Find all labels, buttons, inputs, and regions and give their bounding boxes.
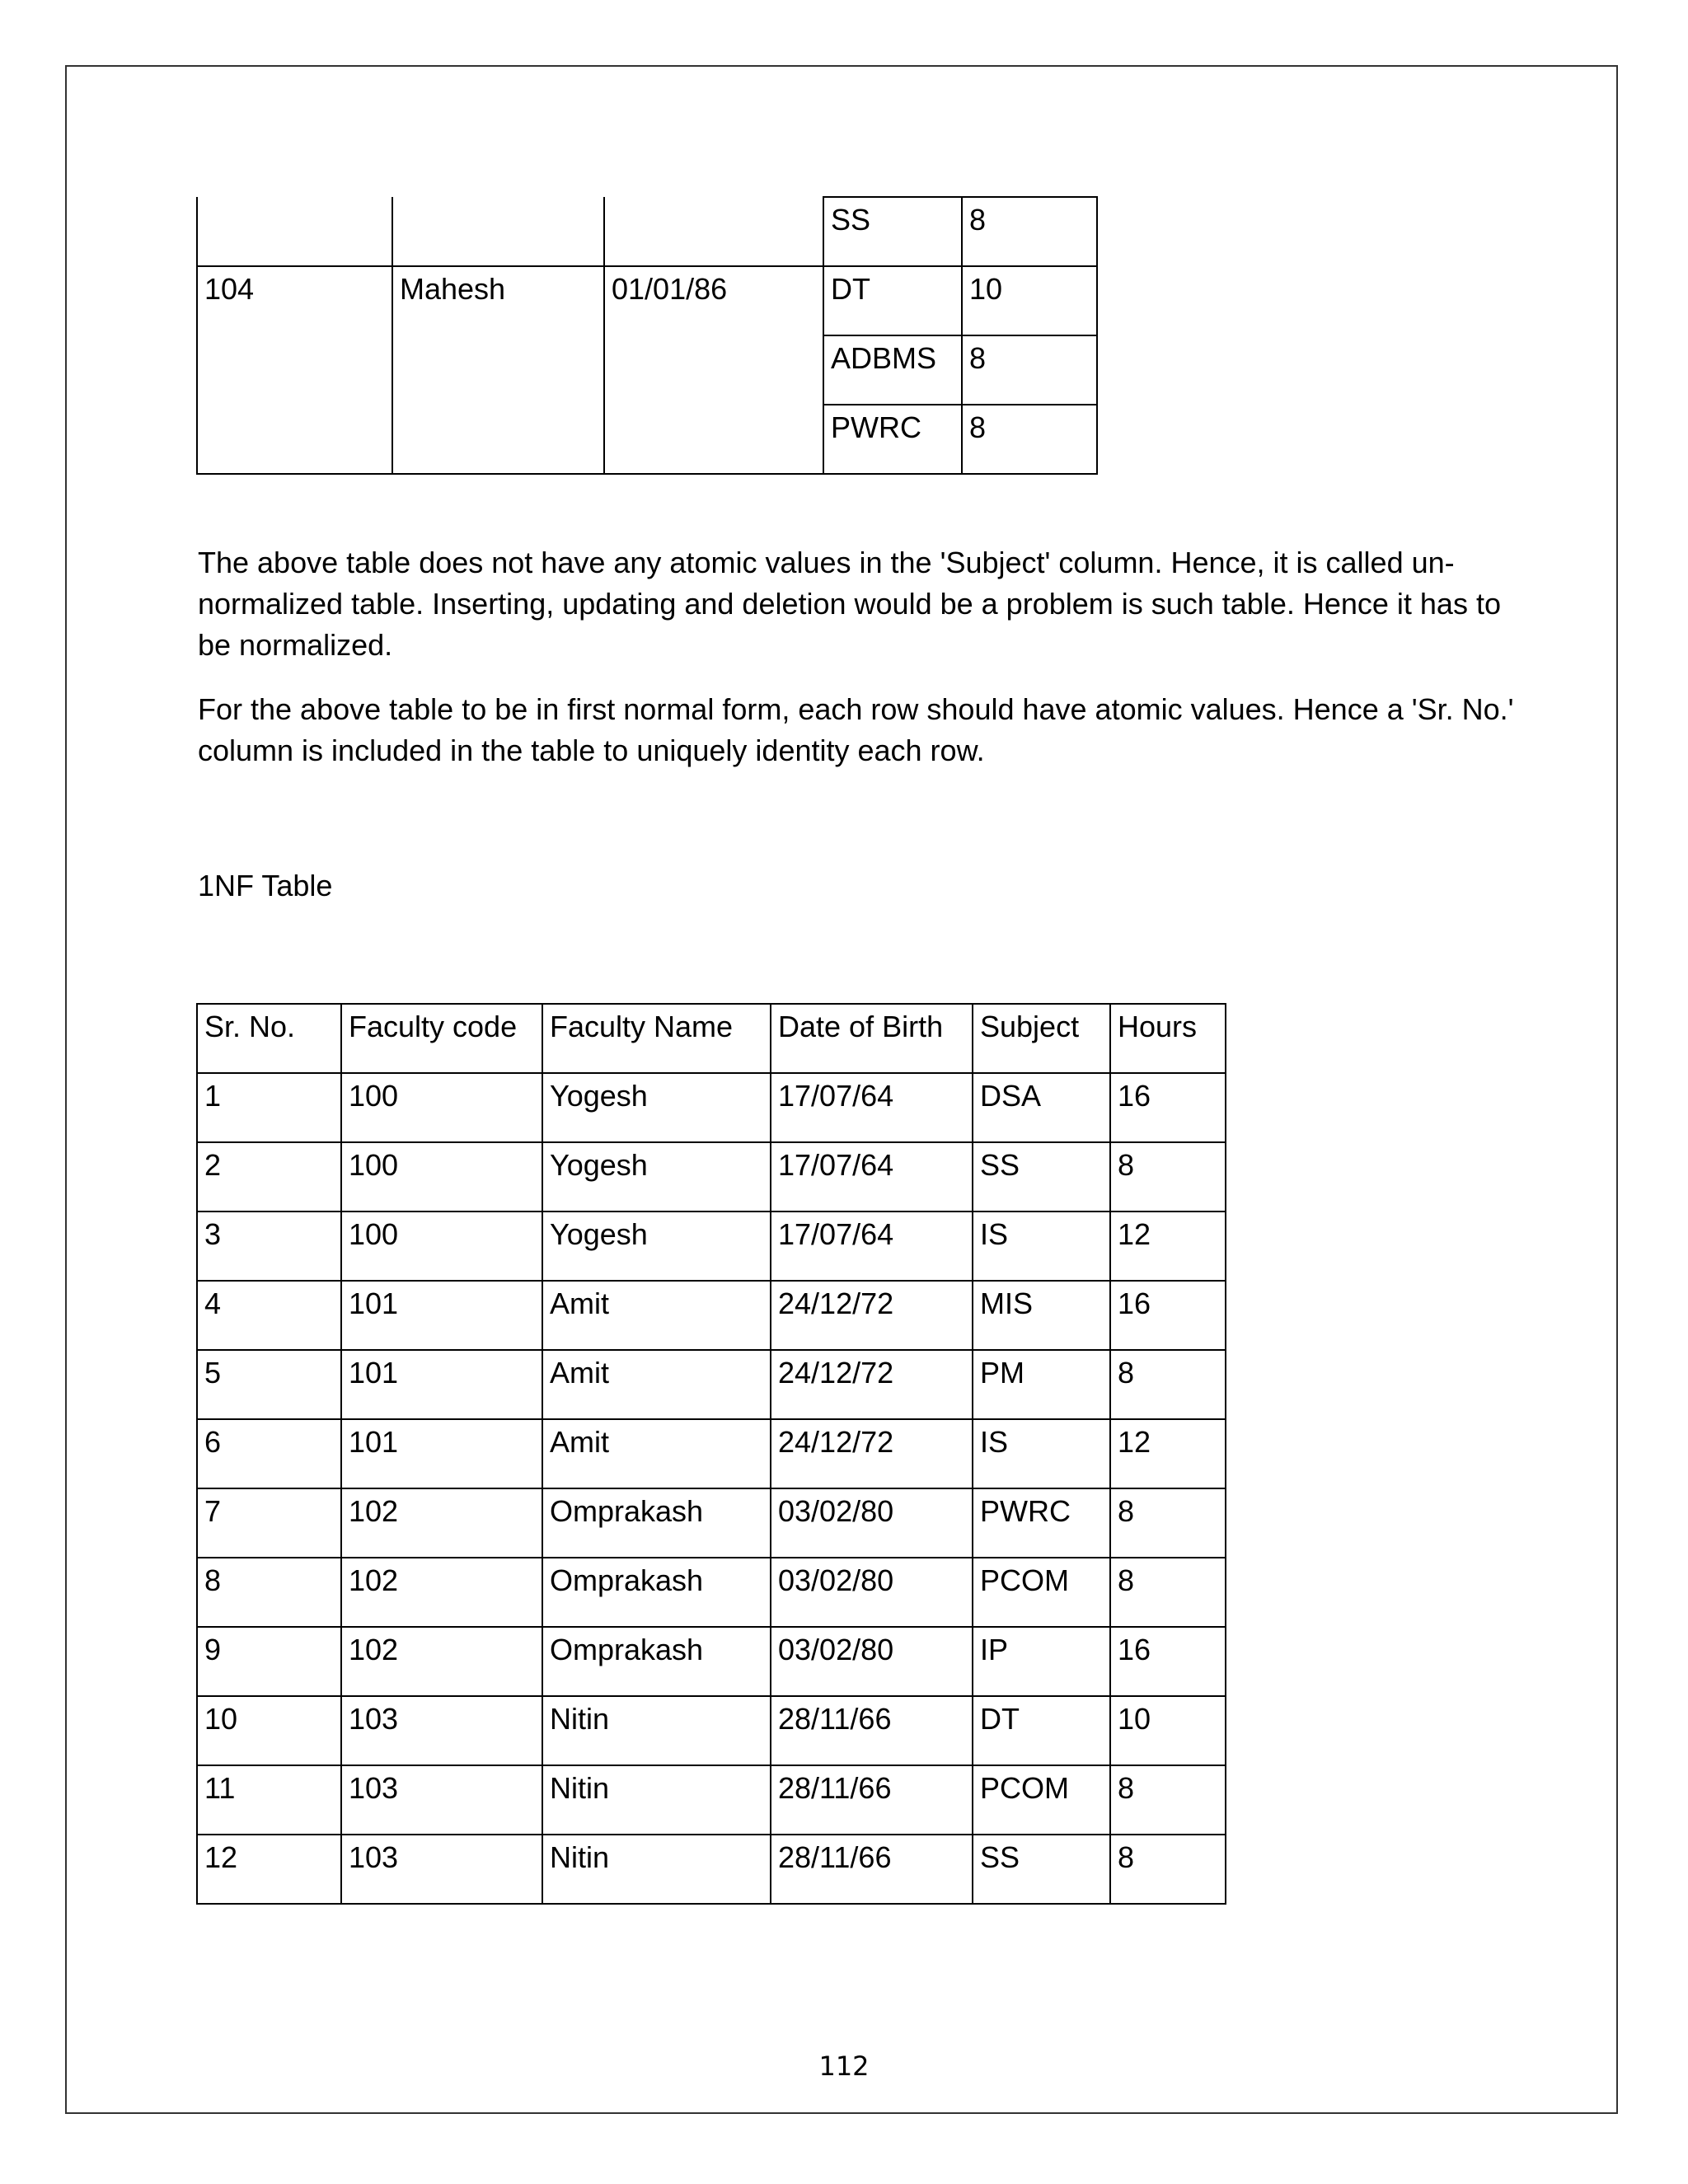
dob-cell: 17/07/64 [771, 1212, 973, 1281]
page-number: 112 [818, 2050, 870, 2082]
hours-cell: 8 [1110, 1558, 1226, 1627]
table-row [197, 1142, 1226, 1212]
dob-cell: 03/02/80 [771, 1488, 973, 1558]
hours-cell: 8 [962, 335, 1097, 405]
faculty-code-cell: 101 [341, 1281, 542, 1350]
faculty-name-cell: Yogesh [542, 1212, 771, 1281]
table-row [197, 1558, 1226, 1627]
faculty-code-cell: 102 [341, 1627, 542, 1696]
faculty-code-cell [197, 335, 392, 405]
dob-cell: 17/07/64 [771, 1073, 973, 1142]
sr-no-cell: 7 [197, 1488, 341, 1558]
paragraph-first-normal-form: For the above table to be in first normal form, each row should have atomic values. Hence a 'Sr. No.' column is included in the table to uniquely identity each row. [198, 692, 1514, 767]
sr-no-cell: 9 [197, 1627, 341, 1696]
faculty-code-cell: 100 [341, 1073, 542, 1142]
table-row [197, 1488, 1226, 1558]
table-row [197, 405, 1097, 474]
hours-cell: 16 [1110, 1627, 1226, 1696]
dob-cell: 24/12/72 [771, 1419, 973, 1488]
table-row [197, 335, 1097, 405]
subject-cell: SS [973, 1142, 1110, 1212]
faculty-name-cell: Omprakash [542, 1558, 771, 1627]
table-row [197, 1419, 1226, 1488]
dob-cell [604, 405, 823, 474]
dob-cell [604, 197, 823, 266]
faculty-name-cell: Yogesh [542, 1142, 771, 1212]
sr-no-cell: 6 [197, 1419, 341, 1488]
table-row [197, 1350, 1226, 1419]
table-row [197, 1281, 1226, 1350]
table-row [197, 197, 1097, 266]
faculty-name-cell: Yogesh [542, 1073, 771, 1142]
hours-cell: 8 [1110, 1488, 1226, 1558]
hours-cell: 8 [1110, 1350, 1226, 1419]
faculty-code-cell: 102 [341, 1558, 542, 1627]
sr-no-cell: 5 [197, 1350, 341, 1419]
faculty-name-cell: Amit [542, 1419, 771, 1488]
hours-cell: 12 [1110, 1419, 1226, 1488]
dob-cell: 28/11/66 [771, 1835, 973, 1904]
subject-cell: DT [973, 1696, 1110, 1765]
faculty-name-cell: Mahesh [392, 266, 604, 335]
sr-no-cell: 8 [197, 1558, 341, 1627]
table-row [197, 1073, 1226, 1142]
subject-cell: PCOM [973, 1765, 1110, 1835]
table-row [197, 1212, 1226, 1281]
column-header: Faculty Name [542, 1004, 771, 1073]
column-header: Sr. No. [197, 1004, 341, 1073]
faculty-name-cell [392, 197, 604, 266]
dob-cell: 24/12/72 [771, 1350, 973, 1419]
subject-cell: PWRC [973, 1488, 1110, 1558]
hours-cell: 8 [1110, 1835, 1226, 1904]
faculty-name-cell: Amit [542, 1281, 771, 1350]
faculty-code-cell [197, 197, 392, 266]
sr-no-cell: 10 [197, 1696, 341, 1765]
subject-cell: DT [823, 266, 962, 335]
subject-cell: SS [823, 197, 962, 266]
subject-cell: IS [973, 1212, 1110, 1281]
sr-no-cell: 1 [197, 1073, 341, 1142]
faculty-code-cell [197, 405, 392, 474]
nf-table [196, 1003, 1226, 1905]
dob-cell: 28/11/66 [771, 1696, 973, 1765]
table-row [197, 1627, 1226, 1696]
continued-table [196, 196, 1098, 475]
faculty-code-cell: 104 [197, 266, 392, 335]
faculty-code-cell: 100 [341, 1212, 542, 1281]
dob-cell: 01/01/86 [604, 266, 823, 335]
faculty-name-cell: Omprakash [542, 1488, 771, 1558]
column-header: Faculty code [341, 1004, 542, 1073]
subject-cell: PCOM [973, 1558, 1110, 1627]
subject-cell: MIS [973, 1281, 1110, 1350]
hours-cell: 8 [962, 405, 1097, 474]
hours-cell: 16 [1110, 1281, 1226, 1350]
hours-cell: 8 [1110, 1142, 1226, 1212]
sr-no-cell: 12 [197, 1835, 341, 1904]
faculty-name-cell: Nitin [542, 1835, 771, 1904]
faculty-name-cell [392, 405, 604, 474]
faculty-code-cell: 101 [341, 1419, 542, 1488]
paragraph-unnormalized: The above table does not have any atomic values in the 'Subject' column. Hence, it is called un-normalized table. Inserting, updating and deletion would be a problem is such table. Hence it has to be normalized. [198, 546, 1501, 662]
table-row [197, 1765, 1226, 1835]
sr-no-cell: 4 [197, 1281, 341, 1350]
nf-table-caption: 1NF Table [198, 869, 333, 902]
sr-no-cell: 11 [197, 1765, 341, 1835]
dob-cell: 03/02/80 [771, 1627, 973, 1696]
faculty-name-cell: Nitin [542, 1696, 771, 1765]
dob-cell: 28/11/66 [771, 1765, 973, 1835]
dob-cell: 17/07/64 [771, 1142, 973, 1212]
hours-cell: 8 [1110, 1765, 1226, 1835]
dob-cell: 03/02/80 [771, 1558, 973, 1627]
subject-cell: SS [973, 1835, 1110, 1904]
dob-cell: 24/12/72 [771, 1281, 973, 1350]
subject-cell: ADBMS [823, 335, 962, 405]
table-row [197, 266, 1097, 335]
faculty-code-cell: 101 [341, 1350, 542, 1419]
table-row [197, 1835, 1226, 1904]
hours-cell: 12 [1110, 1212, 1226, 1281]
column-header: Subject [973, 1004, 1110, 1073]
faculty-name-cell: Omprakash [542, 1627, 771, 1696]
subject-cell: PWRC [823, 405, 962, 474]
faculty-code-cell: 100 [341, 1142, 542, 1212]
hours-cell: 10 [1110, 1696, 1226, 1765]
column-header: Hours [1110, 1004, 1226, 1073]
subject-cell: DSA [973, 1073, 1110, 1142]
faculty-code-cell: 103 [341, 1765, 542, 1835]
subject-cell: IP [973, 1627, 1110, 1696]
hours-cell: 16 [1110, 1073, 1226, 1142]
column-header: Date of Birth [771, 1004, 973, 1073]
dob-cell [604, 335, 823, 405]
table-row [197, 1696, 1226, 1765]
faculty-code-cell: 102 [341, 1488, 542, 1558]
hours-cell: 10 [962, 266, 1097, 335]
faculty-code-cell: 103 [341, 1835, 542, 1904]
subject-cell: IS [973, 1419, 1110, 1488]
faculty-name-cell: Amit [542, 1350, 771, 1419]
subject-cell: PM [973, 1350, 1110, 1419]
faculty-name-cell [392, 335, 604, 405]
sr-no-cell: 3 [197, 1212, 341, 1281]
table-header-row [197, 1004, 1226, 1073]
sr-no-cell: 2 [197, 1142, 341, 1212]
hours-cell: 8 [962, 197, 1097, 266]
faculty-code-cell: 103 [341, 1696, 542, 1765]
faculty-name-cell: Nitin [542, 1765, 771, 1835]
